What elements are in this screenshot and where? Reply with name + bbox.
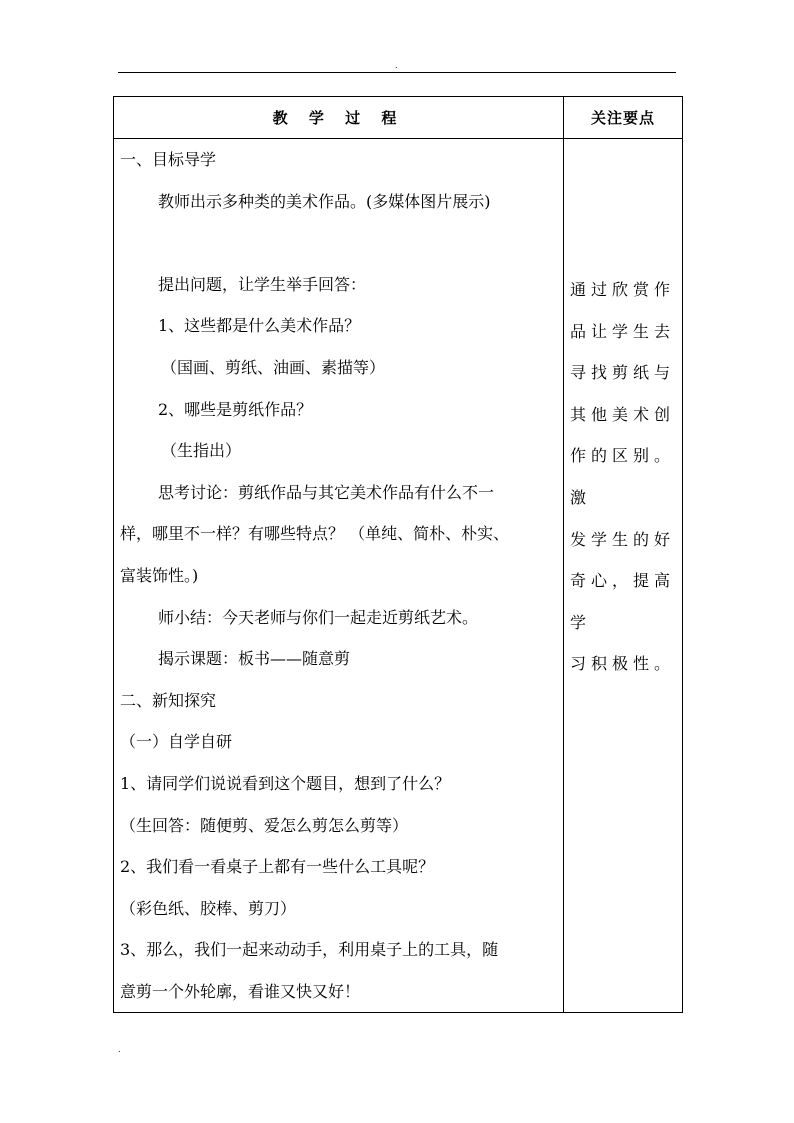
question-line: 1、这些都是什么美术作品？ (158, 316, 361, 336)
blank-line (114, 222, 563, 264)
focus-cell (564, 139, 683, 1013)
process-header: 教 学 过 程 (114, 97, 564, 139)
focus-header: 关注要点 (564, 97, 683, 139)
focus-line: 通过欣赏作 (570, 280, 676, 299)
focus-line: 发学生的好 (570, 529, 676, 549)
question-line: 1、请同学们说说看到这个题目，想到了什么？ (120, 773, 451, 793)
header-mark: . (395, 61, 398, 70)
focus-line: 寻找剪纸与 (570, 363, 676, 383)
focus-line: 习积极性。 (570, 654, 676, 674)
process-line: 教师出示多种类的美术作品。(多媒体图片展示) (158, 191, 491, 211)
process-cell (114, 139, 564, 1013)
footer-mark: . (118, 1045, 121, 1054)
focus-line: 奇心，提高学 (570, 571, 676, 632)
answer-line: （生指出） (161, 441, 242, 461)
process-line: 样，哪里不一样？有哪些特点？ （单纯、简朴、朴实、 (120, 524, 510, 544)
answer-line: （生回答：随便剪、爱怎么剪怎么剪等） (120, 815, 409, 835)
process-line: 3、那么，我们一起来动动手，利用桌子上的工具，随 (120, 940, 499, 960)
section-title: 一、目标导学 (120, 150, 217, 169)
process-line: 思考讨论：剪纸作品与其它美术作品有什么不一 (158, 482, 495, 502)
process-line: 提出问题，让学生举手回答： (158, 274, 367, 294)
process-line: 师小结：今天老师与你们一起走近剪纸艺术。 (158, 607, 479, 627)
subsection-title: （一）自学自研 (120, 732, 233, 752)
header-rule (118, 72, 676, 73)
content-row (114, 139, 683, 1013)
section-title: 二、新知探究 (120, 690, 217, 710)
header-row (114, 97, 683, 139)
lesson-table (113, 96, 683, 1013)
focus-line: 作的区别。激 (570, 446, 676, 507)
focus-line: 其他美术创 (570, 404, 676, 424)
focus-line: 品让学生去 (570, 321, 676, 341)
answer-line: （彩色纸、胶棒、剪刀） (120, 898, 297, 918)
question-line: 2、我们看一看桌子上都有一些什么工具呢？ (120, 857, 435, 877)
answer-line: （国画、剪纸、油画、素描等） (161, 357, 386, 377)
process-line: 揭示课题：板书——随意剪 (158, 649, 351, 669)
process-line: 意剪一个外轮廓，看谁又快又好！ (120, 981, 361, 1001)
focus-note (564, 139, 682, 685)
process-line: 富装饰性。) (120, 565, 199, 585)
question-line: 2、哪些是剪纸作品？ (158, 399, 313, 419)
